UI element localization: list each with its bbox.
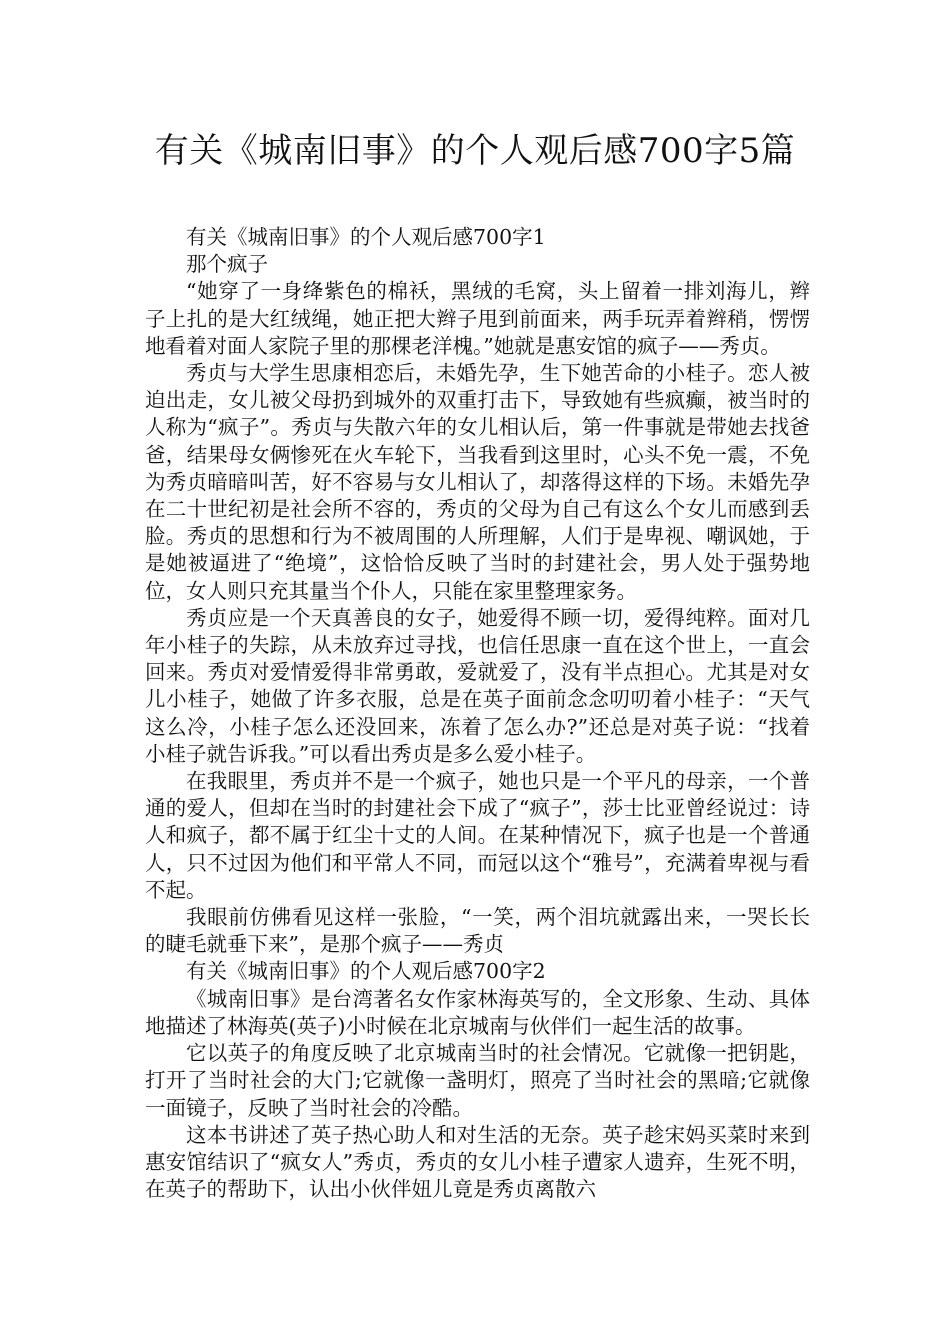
body-paragraph: 这本书讲述了英子热心助人和对生活的无奈。英子趁宋妈买菜时来到惠安馆结识了“疯女人”秀贞，秀贞的女儿小桂子遭家人遗弃，生死不明，在英子的帮助下，认出小伙伴妞儿竟是秀贞离散六: [145, 1122, 810, 1202]
body-paragraph: 《城南旧事》是台湾著名女作家林海英写的，全文形象、生动、具体地描述了林海英(英子)小时候在北京城南与伙伴们一起生活的故事。: [145, 986, 810, 1038]
body-paragraph: 在我眼里，秀贞并不是一个疯子，她也只是一个平凡的母亲，一个普通的爱人，但却在当时的封建社会下成了“疯子”，莎士比亚曾经说过：诗人和疯子，都不属于红尘十丈的人间。在某种情况下，疯子也是一个普通人，只不过因为他们和平常人不同，而冠以这个“雅号”，充满着卑视与看不起。: [145, 769, 810, 902]
body-paragraph: 我眼前仿佛看见这样一张脸，“一笑，两个泪坑就露出来，一哭长长的睫毛就垂下来”，是那个疯子——秀贞: [145, 905, 810, 957]
body-paragraph: 秀贞应是一个天真善良的女子，她爱得不顾一切，爱得纯粹。面对几年小桂子的失踪，从未放弃过寻找，也信任思康一直在这个世上，一直会回来。秀贞对爱情爱得非常勇敢，爱就爱了，没有半点担心。尤其是对女儿小桂子，她做了许多衣服，总是在英子面前念念叨叨着小桂子：“天气这么冷，小桂子怎么还没回来，冻着了怎么办?”还总是对英子说：“找着小桂子就告诉我。”可以看出秀贞是多么爱小桂子。: [145, 605, 810, 766]
body-paragraph: 秀贞与大学生思康相恋后，未婚先孕，生下她苦命的小桂子。恋人被迫出走，女儿被父母扔到城外的双重打击下，导致她有些疯癫，被当时的人称为“疯子”。秀贞与失散六年的女儿相认后，第一件事就是带她去找爸爸，结果母女俩惨死在火车轮下，当我看到这里时，心头不免一震，不免为秀贞暗暗叫苦，好不容易与女儿相认了，却落得这样的下场。未婚先孕在二十世纪初是社会所不容的，秀贞的父母为自己有这么个女儿而感到丢脸。秀贞的思想和行为不被周围的人所理解，人们于是卑视、嘲讽她，于是她被逼进了“绝境”，这恰恰反映了当时的封建社会，男人处于强势地位，女人则只充其量当个仆人，只能在家里整理家务。: [145, 361, 810, 603]
document-title: 有关《城南旧事》的个人观后感700字5篇: [154, 131, 796, 171]
section-heading-2: 有关《城南旧事》的个人观后感700字2: [186, 959, 546, 984]
body-paragraph: “她穿了一身绛紫色的棉袄，黑绒的毛窝，头上留着一排刘海儿，辫子上扎的是大红绒绳，她正把大辫子甩到前面来，两手玩弄着辫稍，愣愣地看着对面人家院子里的那棵老洋槐。”她就是惠安馆的疯子——秀贞。: [145, 279, 810, 358]
document-body: [145, 224, 810, 1203]
section-heading-1: 有关《城南旧事》的个人观后感700字1: [186, 225, 546, 249]
body-paragraph: 它以英子的角度反映了北京城南当时的社会情况。它就像一把钥匙，打开了当时社会的大门;它就像一盏明灯，照亮了当时社会的黑暗;它就像一面镜子，反映了当时社会的冷酷。: [145, 1041, 810, 1120]
subheading: 那个疯子: [186, 252, 268, 277]
